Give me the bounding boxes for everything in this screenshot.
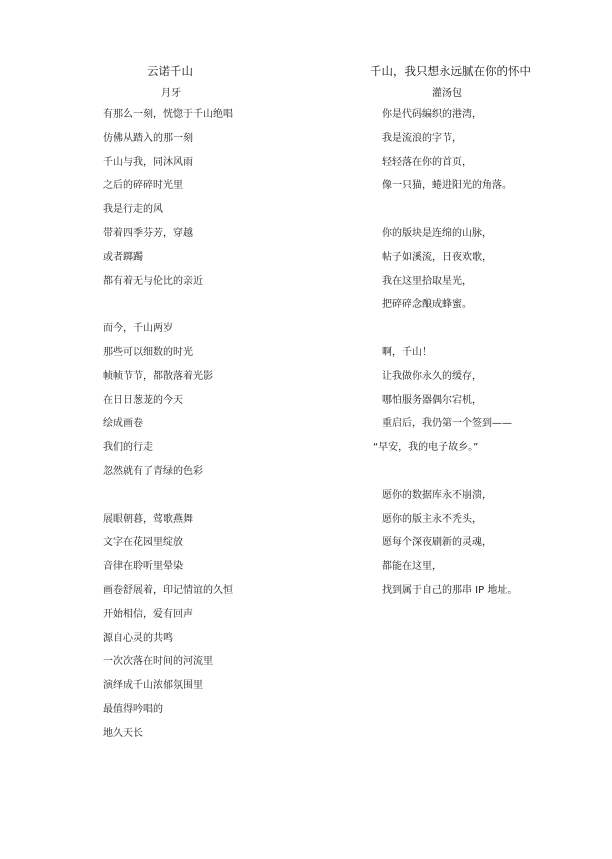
stanza-break: [103, 299, 303, 323]
poem-line: 一次次落在时间的河流里: [103, 656, 213, 668]
poem-line: 愿每个深夜刷新的灵魂，: [382, 537, 492, 549]
poem-line: 重启后，我仍第一个签到——: [382, 418, 512, 430]
poem-line: 有那么一刻，恍惚于千山绝唱: [103, 109, 233, 120]
poem-line: 轻轻落在你的首页，: [382, 156, 472, 168]
poem-line: 那些可以细数的时光: [103, 346, 193, 358]
poem-line: 仿佛从踏入的那一刻: [103, 132, 193, 144]
right-poem-author: 灌汤包: [432, 88, 462, 99]
poem-line: 地久天长: [103, 727, 143, 739]
poem-line: 帖子如溪流，日夜欢歌，: [382, 251, 492, 263]
poem-line: 画卷舒展着，印记情谊的久恒: [103, 584, 233, 596]
poem-line: 最值得吟唱的: [103, 703, 163, 715]
poem-line: 像一只猫，蜷进阳光的角落。: [382, 180, 512, 192]
poem-line: 开始相信，爱有回声: [103, 608, 193, 620]
poem-line: 而今，千山两岁: [103, 323, 173, 335]
poem-line: 都能在这里，: [382, 561, 442, 573]
poem-line: 我在这里拾取星光，: [382, 275, 472, 287]
poem-line: 啊，千山！: [382, 346, 432, 358]
poem-line: 演绎成千山浓郁氛围里: [103, 680, 203, 692]
poem-line: 带着四季芬芳，穿越: [103, 227, 193, 239]
left-poem-title: 云诺千山: [147, 64, 193, 78]
poem-line: 音律在聆听里晕染: [103, 561, 183, 573]
poem-line: 愿你的数据库永不崩溃，: [382, 489, 492, 501]
poem-line: 千山与我，同沐风雨: [103, 156, 193, 168]
poem-line: 我是流浪的字节，: [382, 132, 462, 144]
left-poem-lines: [103, 109, 303, 752]
poem-line: 哪怕服务器偶尔宕机，: [382, 394, 482, 406]
poem-line: 愿你的版主永不秃头，: [382, 513, 482, 525]
right-poem: [360, 64, 560, 609]
poem-line: 我是行走的风: [103, 204, 163, 216]
poem-line: 之后的碎碎时光里: [103, 180, 183, 192]
poem-line: 都有着无与伦比的亲近: [103, 275, 203, 287]
poem-line: 或者踯躅: [103, 251, 143, 263]
poem-line: 在日日葱茏的今天: [103, 394, 183, 406]
poem-line: 源自心灵的共鸣: [103, 632, 173, 644]
stanza-break: [360, 466, 560, 490]
poem-line: 找到属于自己的那串 IP 地址。: [382, 584, 518, 596]
poem-line: “早安，我的电子故乡。”: [373, 442, 479, 454]
stanza-break: [360, 323, 560, 347]
poem-line: 绘成画卷: [103, 418, 143, 430]
right-poem-title: 千山，我只想永远腻在你的怀中: [370, 64, 531, 78]
poem-line: 文字在花园里绽放: [103, 537, 183, 549]
poem-line: 展眼朝暮，莺歌燕舞: [103, 513, 193, 525]
stanza-break: [103, 490, 303, 514]
poem-line: 你的版块是连绵的山脉，: [382, 227, 492, 239]
poem-line: 忽然就有了青绿的色彩: [103, 465, 203, 477]
left-poem: [103, 64, 303, 752]
poem-line: 帧帧节节，都散落着光影: [103, 370, 213, 382]
right-poem-lines: [360, 109, 560, 609]
stanza-break: [360, 204, 560, 228]
poem-line: 让我做你永久的缓存，: [382, 370, 482, 382]
poem-line: 我们的行走: [103, 442, 153, 454]
poem-line: 把碎碎念酿成蜂蜜。: [382, 299, 472, 311]
left-poem-author: 月牙: [161, 88, 181, 99]
poem-line: 你是代码编织的港湾，: [382, 109, 482, 120]
